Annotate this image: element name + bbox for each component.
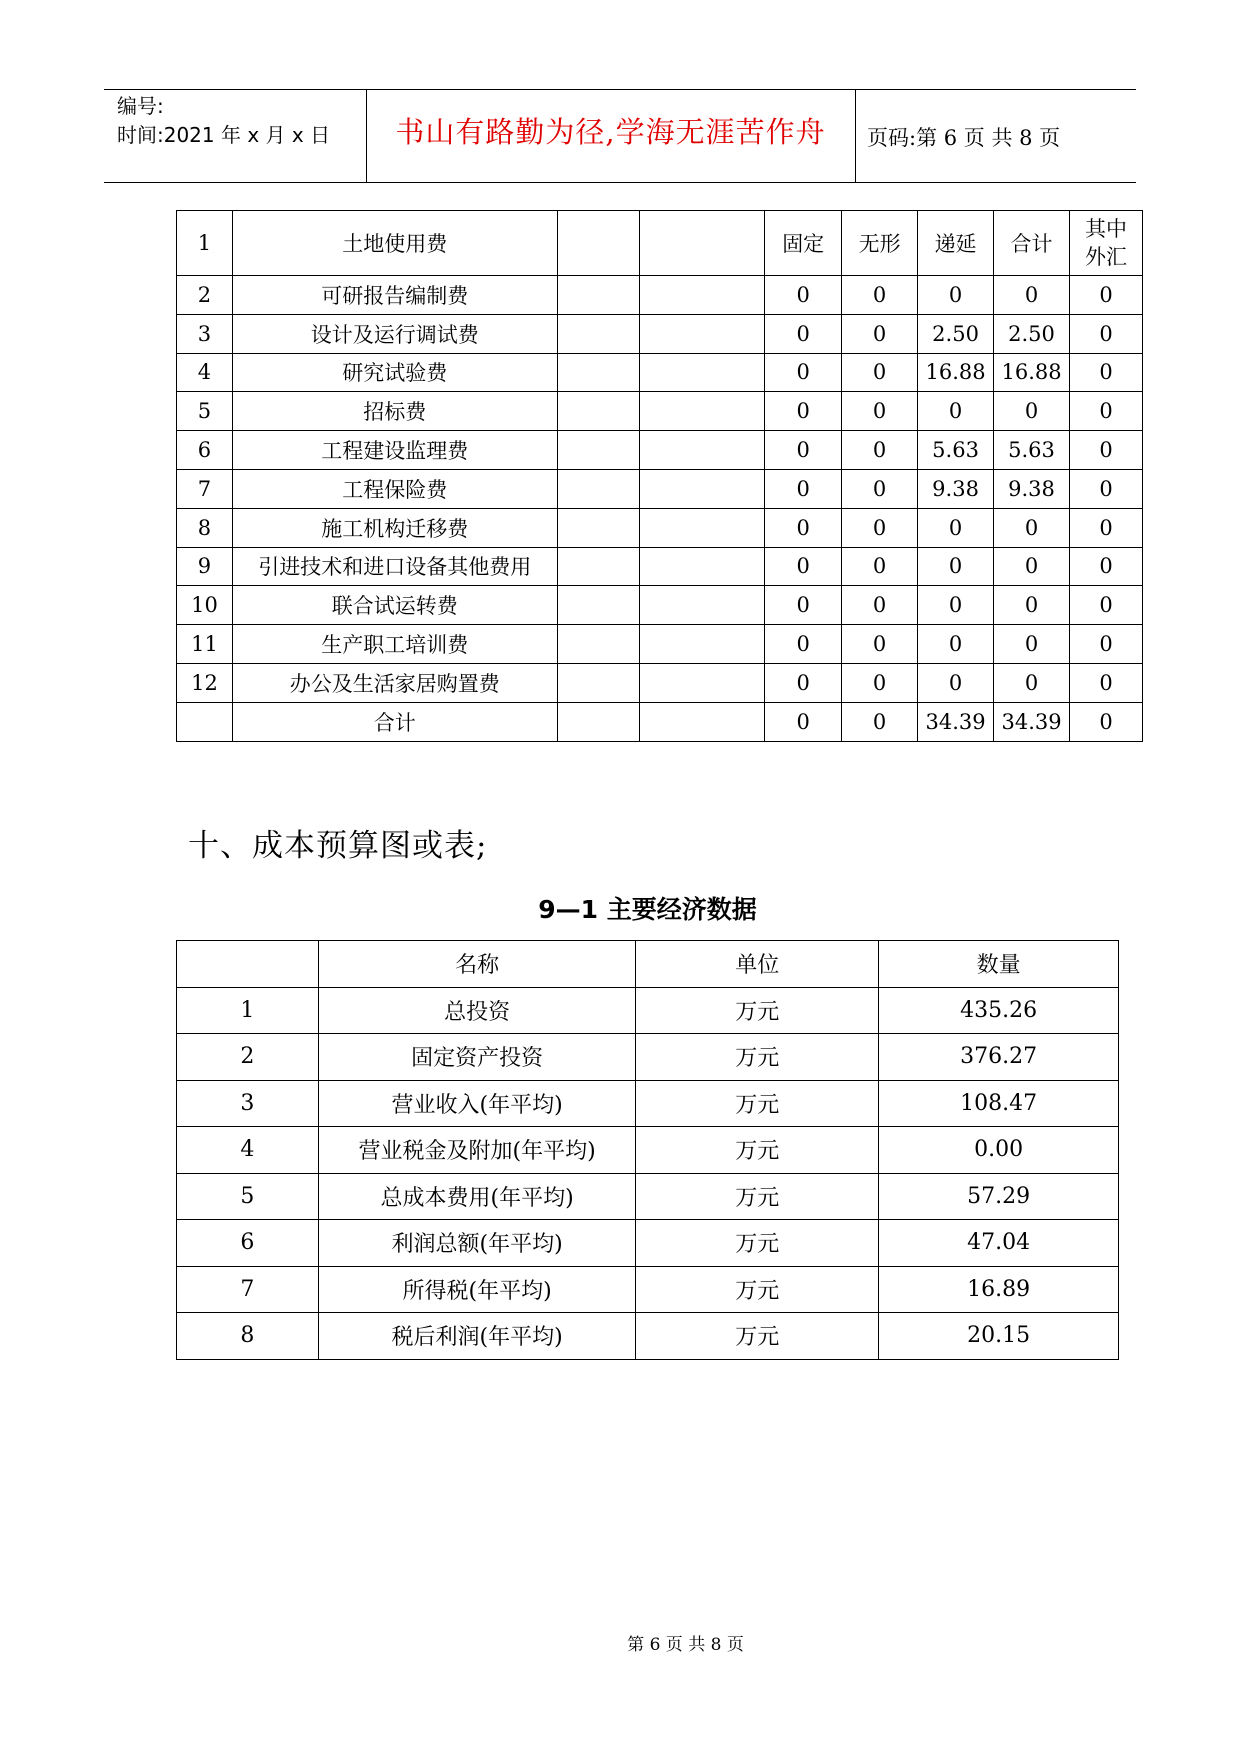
empty-cell (557, 547, 640, 586)
total-value: 34.39 (994, 702, 1070, 741)
empty-cell (557, 392, 640, 431)
item-name: 招标费 (232, 392, 557, 431)
table-row (177, 508, 1143, 547)
deferred-value: 16.88 (918, 353, 994, 392)
empty-cell (557, 586, 640, 625)
table-title: 9—1 主要经济数据 (538, 895, 757, 924)
quantity-value: 0.00 (879, 1127, 1119, 1174)
fixed-value: 0 (765, 353, 842, 392)
table-row (177, 1080, 1119, 1127)
deferred-value: 0 (918, 586, 994, 625)
deferred-value: 0 (918, 547, 994, 586)
empty-cell (640, 625, 765, 664)
deferred-value: 2.50 (918, 314, 994, 353)
intangible-value: 0 (842, 547, 918, 586)
row-number: 8 (177, 508, 233, 547)
deferred-value: 9.38 (918, 469, 994, 508)
table-row (177, 987, 1119, 1034)
header-total: 合计 (994, 211, 1070, 276)
foreign-exchange-value: 0 (1070, 547, 1143, 586)
fixed-value: 0 (765, 276, 842, 315)
deferred-value: 0 (918, 625, 994, 664)
empty-cell (640, 392, 765, 431)
intangible-value: 0 (842, 586, 918, 625)
intangible-value: 0 (842, 469, 918, 508)
item-name: 合计 (232, 702, 557, 741)
intangible-value: 0 (842, 702, 918, 741)
empty-cell (640, 469, 765, 508)
empty-cell (557, 702, 640, 741)
header-deferred: 递延 (918, 211, 994, 276)
empty-cell (640, 314, 765, 353)
empty-cell (640, 702, 765, 741)
empty-cell (640, 547, 765, 586)
table-row (177, 1220, 1119, 1267)
deferred-value: 5.63 (918, 431, 994, 470)
page-footer: 第 6 页 共 8 页 (627, 1635, 744, 1655)
foreign-exchange-value: 0 (1070, 392, 1143, 431)
fixed-value: 0 (765, 469, 842, 508)
table-row (177, 547, 1143, 586)
row-number: 6 (177, 431, 233, 470)
total-value: 9.38 (994, 469, 1070, 508)
intangible-value: 0 (842, 508, 918, 547)
quantity-value: 47.04 (879, 1220, 1119, 1267)
table-row (177, 1266, 1119, 1313)
other-expenses-table (176, 210, 1143, 742)
foreign-exchange-value: 0 (1070, 469, 1143, 508)
intangible-value: 0 (842, 353, 918, 392)
quantity-value: 108.47 (879, 1080, 1119, 1127)
intangible-value: 0 (842, 276, 918, 315)
quantity-value: 57.29 (879, 1173, 1119, 1220)
item-name: 工程保险费 (232, 469, 557, 508)
empty-cell (640, 211, 765, 276)
foreign-exchange-value: 0 (1070, 663, 1143, 702)
item-name: 固定资产投资 (318, 1034, 636, 1081)
row-number: 7 (177, 469, 233, 508)
table-row (177, 1313, 1119, 1360)
table-row (177, 1173, 1119, 1220)
header-fx-line1: 其中 (1085, 217, 1127, 241)
unit-value: 万元 (636, 1080, 879, 1127)
empty-cell (640, 353, 765, 392)
foreign-exchange-value: 0 (1070, 276, 1143, 315)
deferred-value: 0 (918, 508, 994, 547)
total-value: 0 (994, 392, 1070, 431)
intangible-value: 0 (842, 663, 918, 702)
total-value: 5.63 (994, 431, 1070, 470)
row-number: 1 (177, 211, 233, 276)
unit-value: 万元 (636, 1034, 879, 1081)
empty-cell (557, 314, 640, 353)
foreign-exchange-value: 0 (1070, 431, 1143, 470)
foreign-exchange-value: 0 (1070, 702, 1143, 741)
total-value: 0 (994, 625, 1070, 664)
foreign-exchange-value: 0 (1070, 586, 1143, 625)
table-row (177, 663, 1143, 702)
total-value: 0 (994, 663, 1070, 702)
item-name: 税后利润(年平均) (318, 1313, 636, 1360)
deferred-value: 0 (918, 276, 994, 315)
header-fixed: 固定 (765, 211, 842, 276)
item-name: 生产职工培训费 (232, 625, 557, 664)
header-page-label: 页码:第 6 页 共 8 页 (867, 126, 1061, 150)
fixed-value: 0 (765, 586, 842, 625)
header-quantity: 数量 (879, 941, 1119, 988)
unit-value: 万元 (636, 1266, 879, 1313)
deferred-value: 0 (918, 392, 994, 431)
fixed-value: 0 (765, 702, 842, 741)
table-row (177, 1034, 1119, 1081)
item-name: 研究试验费 (232, 353, 557, 392)
unit-value: 万元 (636, 1220, 879, 1267)
row-number: 3 (177, 314, 233, 353)
quantity-value: 376.27 (879, 1034, 1119, 1081)
total-value: 2.50 (994, 314, 1070, 353)
fixed-value: 0 (765, 625, 842, 664)
table-row (177, 431, 1143, 470)
empty-cell (557, 663, 640, 702)
empty-cell (557, 508, 640, 547)
item-name: 总成本费用(年平均) (318, 1173, 636, 1220)
empty-cell (640, 663, 765, 702)
row-number: 6 (177, 1220, 319, 1267)
intangible-value: 0 (842, 431, 918, 470)
deferred-value: 34.39 (918, 702, 994, 741)
empty-cell (640, 431, 765, 470)
foreign-exchange-value: 0 (1070, 625, 1143, 664)
foreign-exchange-value: 0 (1070, 314, 1143, 353)
table-row (177, 314, 1143, 353)
item-name: 利润总额(年平均) (318, 1220, 636, 1267)
quantity-value: 435.26 (879, 987, 1119, 1034)
row-number (177, 702, 233, 741)
row-number: 10 (177, 586, 233, 625)
total-value: 0 (994, 276, 1070, 315)
item-name: 可研报告编制费 (232, 276, 557, 315)
fixed-value: 0 (765, 547, 842, 586)
item-name: 设计及运行调试费 (232, 314, 557, 353)
table-row (177, 392, 1143, 431)
item-name: 所得税(年平均) (318, 1266, 636, 1313)
table-row (177, 469, 1143, 508)
item-name: 营业税金及附加(年平均) (318, 1127, 636, 1174)
table-row (177, 586, 1143, 625)
row-number: 5 (177, 1173, 319, 1220)
header-foreign-exchange (1070, 211, 1143, 276)
header-intangible: 无形 (842, 211, 918, 276)
row-number: 7 (177, 1266, 319, 1313)
row-number: 4 (177, 353, 233, 392)
item-name: 联合试运转费 (232, 586, 557, 625)
item-name: 土地使用费 (232, 211, 557, 276)
empty-cell (640, 276, 765, 315)
unit-value: 万元 (636, 1313, 879, 1360)
empty-cell (557, 211, 640, 276)
table-header-row (177, 941, 1119, 988)
header-fx-line2: 外汇 (1085, 245, 1127, 269)
foreign-exchange-value: 0 (1070, 353, 1143, 392)
empty-cell (557, 469, 640, 508)
row-number: 1 (177, 987, 319, 1034)
item-name: 施工机构迁移费 (232, 508, 557, 547)
unit-value: 万元 (636, 1173, 879, 1220)
header-name: 名称 (318, 941, 636, 988)
item-name: 总投资 (318, 987, 636, 1034)
row-number: 4 (177, 1127, 319, 1174)
deferred-value: 0 (918, 663, 994, 702)
fixed-value: 0 (765, 314, 842, 353)
empty-cell (557, 625, 640, 664)
table-row (177, 702, 1143, 741)
row-number: 9 (177, 547, 233, 586)
unit-value: 万元 (636, 1127, 879, 1174)
item-name: 办公及生活家居购置费 (232, 663, 557, 702)
header-divider-right (855, 89, 856, 183)
total-value: 0 (994, 586, 1070, 625)
row-number: 8 (177, 1313, 319, 1360)
table-row (177, 353, 1143, 392)
document-number-label: 编号: (117, 94, 164, 118)
table-row (177, 1127, 1119, 1174)
row-number: 12 (177, 663, 233, 702)
intangible-value: 0 (842, 625, 918, 664)
item-name: 营业收入(年平均) (318, 1080, 636, 1127)
empty-cell (640, 586, 765, 625)
table-row (177, 211, 1143, 276)
document-time-label: 时间:2021 年 x 月 x 日 (117, 123, 331, 147)
quantity-value: 16.89 (879, 1266, 1119, 1313)
empty-cell (557, 276, 640, 315)
intangible-value: 0 (842, 392, 918, 431)
item-name: 工程建设监理费 (232, 431, 557, 470)
total-value: 0 (994, 547, 1070, 586)
empty-cell (557, 353, 640, 392)
empty-cell (557, 431, 640, 470)
row-number: 11 (177, 625, 233, 664)
unit-value: 万元 (636, 987, 879, 1034)
header-meta (117, 92, 330, 150)
foreign-exchange-value: 0 (1070, 508, 1143, 547)
table-row (177, 625, 1143, 664)
row-number: 3 (177, 1080, 319, 1127)
quantity-value: 20.15 (879, 1313, 1119, 1360)
row-number: 5 (177, 392, 233, 431)
header-top-rule (104, 89, 1136, 90)
row-number: 2 (177, 276, 233, 315)
fixed-value: 0 (765, 431, 842, 470)
fixed-value: 0 (765, 663, 842, 702)
fixed-value: 0 (765, 392, 842, 431)
section-title: 十、成本预算图或表; (188, 828, 488, 864)
item-name: 引进技术和进口设备其他费用 (232, 547, 557, 586)
header-motto: 书山有路勤为径,学海无涯苦作舟 (395, 115, 826, 149)
row-number: 2 (177, 1034, 319, 1081)
header-bottom-rule (104, 182, 1136, 183)
table-row (177, 276, 1143, 315)
total-value: 16.88 (994, 353, 1070, 392)
header-unit: 单位 (636, 941, 879, 988)
fixed-value: 0 (765, 508, 842, 547)
header-number (177, 941, 319, 988)
total-value: 0 (994, 508, 1070, 547)
economic-data-table (176, 940, 1119, 1360)
intangible-value: 0 (842, 314, 918, 353)
empty-cell (640, 508, 765, 547)
